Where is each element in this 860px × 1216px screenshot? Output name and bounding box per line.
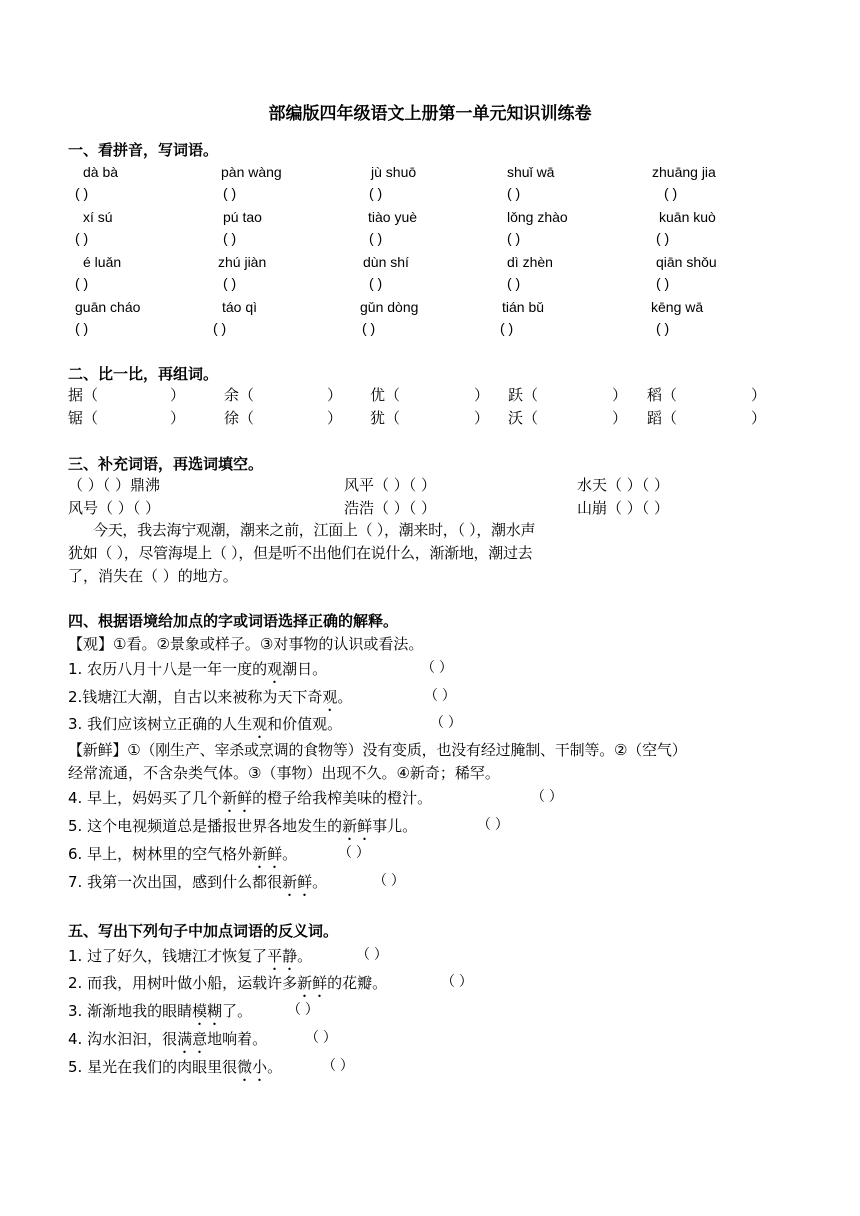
- pinyin: gǔn dòng: [360, 299, 419, 315]
- pinyin: dùn shí: [363, 254, 409, 270]
- dotted-word: 新鲜: [297, 974, 328, 992]
- idiom-fill[interactable]: 浩浩（ ）（ ）: [344, 499, 437, 517]
- question-item: 4. 沟水汩汩，很满意地响着。: [68, 1030, 268, 1048]
- idiom-fill[interactable]: 风平（ ）（ ）: [344, 476, 437, 494]
- char-blank-close[interactable]: ）: [474, 386, 490, 404]
- answer-blank[interactable]: ( ): [75, 185, 89, 201]
- answer-blank[interactable]: ( ): [369, 275, 383, 291]
- dotted-word: 模糊: [192, 1002, 223, 1020]
- question-item: 4. 早上，妈妈买了几个新鲜的橙子给我榨美味的橙汁。: [68, 789, 433, 807]
- answer-blank[interactable]: ( ): [362, 320, 376, 336]
- answer-blank[interactable]: ( ): [507, 230, 521, 246]
- pinyin: zhú jiàn: [218, 254, 267, 270]
- answer-blank[interactable]: ( ): [75, 230, 89, 246]
- answer-blank[interactable]: （ ）: [338, 844, 370, 860]
- section-1-heading: 一、看拼音，写词语。: [68, 141, 219, 159]
- question-item: 5. 星光在我们的肉眼里很微小。: [68, 1058, 283, 1076]
- pinyin: kuān kuò: [659, 209, 716, 225]
- dotted-word: 微小: [237, 1058, 268, 1076]
- question-item: 1. 过了好久，钱塘江才恢复了平静。: [68, 947, 313, 965]
- answer-blank[interactable]: （ ）: [305, 1029, 337, 1045]
- dotted-word: 观: [322, 688, 338, 706]
- answer-blank[interactable]: （ ）: [531, 788, 563, 804]
- answer-blank[interactable]: （ ）: [287, 1001, 319, 1017]
- char-item: 沃（: [508, 409, 539, 427]
- answer-blank[interactable]: ( ): [656, 320, 670, 336]
- answer-blank[interactable]: （ ）: [441, 973, 473, 989]
- idiom-fill[interactable]: 风号（ ）（ ）: [68, 499, 161, 517]
- char-item: 据（: [68, 386, 99, 404]
- answer-blank[interactable]: （ ）: [356, 946, 388, 962]
- pinyin: lǒng zhào: [507, 209, 568, 225]
- char-item: 犹（: [370, 409, 401, 427]
- char-blank-close[interactable]: ）: [327, 409, 343, 427]
- question-item: 2. 而我，用树叶做小船，运载许多新鲜的花瓣。: [68, 974, 388, 992]
- dotted-word: 观: [267, 660, 283, 678]
- answer-blank[interactable]: ( ): [213, 320, 227, 336]
- definition-guan: 【观】①看。②景象或样子。③对事物的认识或看法。: [68, 635, 424, 653]
- pinyin: dà bà: [83, 164, 119, 180]
- dotted-word: 满意: [177, 1030, 208, 1048]
- answer-blank[interactable]: ( ): [223, 275, 237, 291]
- pinyin: tián bǔ: [502, 299, 545, 315]
- char-blank-close[interactable]: ）: [612, 386, 628, 404]
- section-3-heading: 三、补充词语，再选词填空。: [68, 455, 264, 473]
- answer-blank[interactable]: （ ）: [430, 714, 462, 730]
- paragraph-line: 了，消失在（ ）的地方。: [68, 567, 238, 585]
- char-item: 蹈（: [647, 409, 678, 427]
- question-item: 7. 我第一次出国，感到什么都很新鲜。: [68, 873, 328, 891]
- answer-blank[interactable]: （ ）: [477, 816, 509, 832]
- dotted-word: 观: [252, 715, 268, 733]
- answer-blank[interactable]: （ ）: [421, 659, 453, 675]
- question-item: 1. 农历八月十八是一年一度的观潮日。: [68, 660, 328, 678]
- pinyin: dì zhèn: [507, 254, 553, 270]
- pinyin: qiān shǒu: [656, 254, 717, 270]
- answer-blank[interactable]: ( ): [75, 275, 89, 291]
- pinyin: xí sú: [83, 209, 113, 225]
- question-item: 2.钱塘江大潮，自古以来被称为天下奇观。: [68, 688, 353, 706]
- answer-blank[interactable]: ( ): [223, 230, 237, 246]
- page-title: 部编版四年级语文上册第一单元知识训练卷: [268, 104, 592, 124]
- char-blank-close[interactable]: ）: [327, 386, 343, 404]
- answer-blank[interactable]: ( ): [369, 230, 383, 246]
- char-item: 跃（: [508, 386, 539, 404]
- answer-blank[interactable]: ( ): [656, 230, 670, 246]
- idiom-fill[interactable]: 水天（ ）（ ）: [577, 476, 670, 494]
- pinyin: pàn wàng: [221, 164, 282, 180]
- dotted-word: 新鲜: [252, 845, 283, 863]
- char-blank-close[interactable]: ）: [612, 409, 628, 427]
- char-blank-close[interactable]: ）: [751, 409, 767, 427]
- pinyin: jù shuō: [371, 164, 417, 180]
- char-item: 优（: [370, 386, 401, 404]
- idiom-fill[interactable]: 山崩（ ）（ ）: [577, 499, 670, 517]
- pinyin: shuǐ wā: [507, 164, 555, 180]
- char-blank-close[interactable]: ）: [474, 409, 490, 427]
- dotted-word: 新鲜: [222, 789, 253, 807]
- pinyin: táo qì: [222, 299, 258, 315]
- answer-blank[interactable]: ( ): [656, 275, 670, 291]
- question-item: 3. 渐渐地我的眼睛模糊了。: [68, 1002, 253, 1020]
- answer-blank[interactable]: ( ): [507, 275, 521, 291]
- char-item: 锯（: [68, 409, 99, 427]
- char-item: 徐（: [224, 409, 255, 427]
- definition-xinxian: 【新鲜】①（刚生产、宰杀或烹调的食物等）没有变质，也没有经过腌制、干制等。②（空气）: [68, 741, 687, 759]
- answer-blank[interactable]: ( ): [369, 185, 383, 201]
- definition-xinxian: 经常流通，不含杂类气体。③（事物）出现不久。④新奇；稀罕。: [68, 764, 500, 782]
- dotted-word: 新鲜: [342, 817, 373, 835]
- char-blank-close[interactable]: ）: [751, 386, 767, 404]
- answer-blank[interactable]: ( ): [664, 185, 678, 201]
- section-4-heading: 四、根据语境给加点的字或词语选择正确的解释。: [68, 612, 399, 630]
- answer-blank[interactable]: ( ): [75, 320, 89, 336]
- question-item: 5. 这个电视频道总是播报世界各地发生的新鲜事儿。: [68, 817, 418, 835]
- answer-blank[interactable]: （ ）: [322, 1057, 354, 1073]
- pinyin: kēng wā: [651, 299, 704, 315]
- char-item: 稻（: [647, 386, 678, 404]
- paragraph-line: 犹如（ ），尽管海堤上（ ），但是听不出他们在说什么，渐渐地，潮过去: [68, 544, 533, 562]
- answer-blank[interactable]: ( ): [500, 320, 514, 336]
- answer-blank[interactable]: ( ): [507, 185, 521, 201]
- char-blank-close[interactable]: ）: [170, 386, 186, 404]
- question-item: 3. 我们应该树立正确的人生观和价值观。: [68, 715, 343, 733]
- char-blank-close[interactable]: ）: [170, 409, 186, 427]
- question-item: 6. 早上，树林里的空气格外新鲜。: [68, 845, 298, 863]
- section-5-heading: 五、写出下列句子中加点词语的反义词。: [68, 922, 339, 940]
- answer-blank[interactable]: ( ): [223, 185, 237, 201]
- answer-blank[interactable]: （ ）: [373, 872, 405, 888]
- paragraph-line: 今天，我去海宁观潮，潮来之前，江面上（ ），潮来时，（ ），潮水声: [93, 521, 536, 539]
- answer-blank[interactable]: （ ）: [424, 687, 456, 703]
- pinyin: guān cháo: [75, 299, 141, 315]
- dotted-word: 新鲜: [282, 873, 313, 891]
- pinyin: zhuāng jia: [652, 164, 716, 180]
- dotted-word: 平静: [267, 947, 298, 965]
- section-2-heading: 二、比一比，再组词。: [68, 365, 219, 383]
- pinyin: tiào yuè: [368, 209, 418, 225]
- char-item: 余（: [224, 386, 255, 404]
- idiom-fill[interactable]: （ ）（ ）鼎沸: [68, 476, 161, 494]
- pinyin: pú tao: [223, 209, 262, 225]
- pinyin: é luǎn: [83, 254, 122, 270]
